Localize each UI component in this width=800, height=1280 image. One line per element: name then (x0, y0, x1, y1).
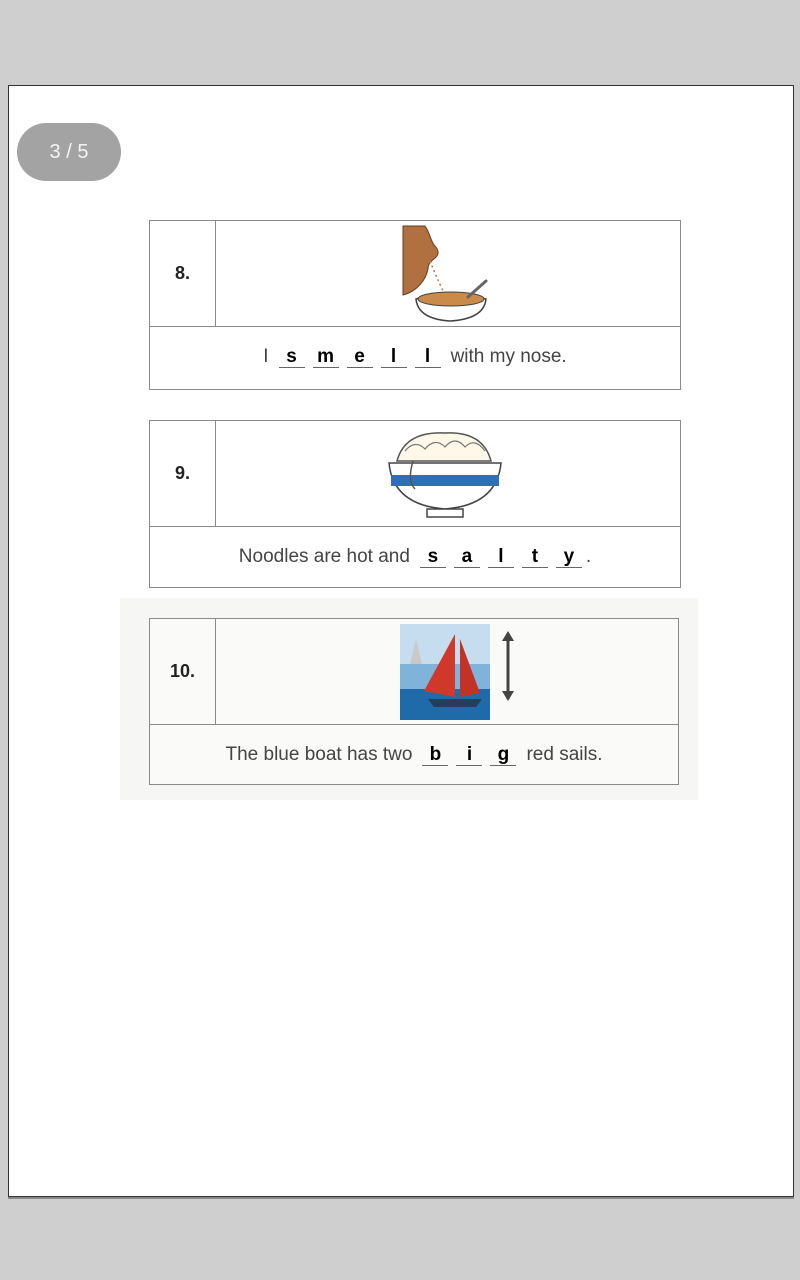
smell-soup-picture (400, 221, 490, 326)
sentence-start: The blue boat has two (225, 744, 413, 765)
question-8 (149, 220, 681, 390)
answer-letter: i (456, 745, 482, 766)
answer-letter: m (313, 347, 339, 368)
sentence (150, 326, 680, 387)
sentence-end: with my nose. (450, 346, 567, 367)
sentence-start: I (263, 346, 269, 367)
answer-letter: y (556, 547, 582, 568)
answer-letter: s (420, 547, 446, 568)
question-9 (149, 420, 681, 588)
sentence-start: Noodles are hot and (238, 546, 410, 567)
question-number: 10. (150, 619, 216, 724)
noodle-bowl-picture (385, 421, 505, 526)
sentence-end: . (585, 546, 592, 567)
sailboat-picture (400, 619, 520, 724)
answer-letter: g (490, 745, 516, 766)
answer-letter: a (454, 547, 480, 568)
sentence (150, 724, 678, 785)
answer-letter: l (488, 547, 514, 568)
answer-letter: e (347, 347, 373, 368)
sentence-end: red sails. (526, 744, 603, 765)
answer-letter: l (381, 347, 407, 368)
question-number: 9. (150, 421, 216, 526)
question-number: 8. (150, 221, 216, 326)
sentence (150, 526, 680, 587)
question-10 (149, 618, 679, 785)
answer-letter: s (279, 347, 305, 368)
answer-letter: l (415, 347, 441, 368)
answer-letter: b (422, 745, 448, 766)
answer-letter: t (522, 547, 548, 568)
page-indicator: 3 / 5 (17, 123, 121, 181)
